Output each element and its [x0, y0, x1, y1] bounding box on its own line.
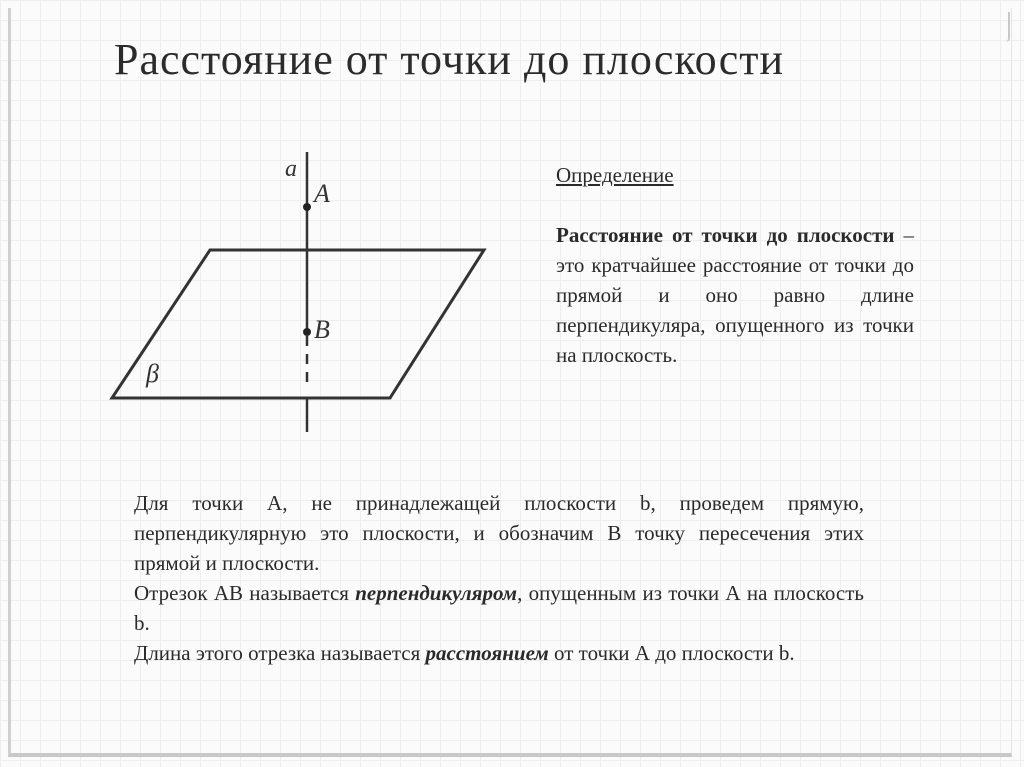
paragraph-3-before: Длина этого отрезка называется: [134, 641, 426, 665]
explanation-text: [134, 488, 864, 668]
point-a-label: A: [314, 179, 330, 208]
plane-diagram: [100, 150, 500, 445]
term-perpendicular: перпендикуляром: [355, 581, 518, 605]
definition-block: [556, 160, 914, 370]
plane-label: β: [146, 359, 159, 388]
paragraph-3: [134, 638, 864, 668]
paragraph-1: Для точки А, не принадлежащей плоскости b, проведем прямую, перпендикулярную это плоскости, и обозначим В точку пересечения этих прямой и плоскости.: [134, 491, 864, 575]
point-a: [303, 203, 311, 211]
paragraph-2-before: Отрезок АВ называется: [134, 581, 356, 605]
plane-beta: [112, 250, 484, 398]
point-b-label: B: [314, 315, 330, 344]
paragraph-2: [134, 578, 864, 638]
paragraph-2-after: , опущенным из точки А на плоскость b.: [134, 581, 864, 635]
term-distance: расстоянием: [425, 641, 549, 665]
paragraph-3-after: от точки А до плоскости b.: [548, 641, 795, 665]
definition-rest: – это кратчайшее расстояние от точки до прямой и оно равно длине перпендикуляра, опущенного из точки на плоскость.: [556, 223, 915, 367]
definition-term: Расстояние от точки до плоскости: [556, 223, 895, 247]
page-title: Расстояние от точки до плоскости: [114, 35, 784, 84]
definition-text: [556, 220, 914, 370]
point-b: [303, 328, 311, 336]
slide-corner-decoration: [1002, 12, 1010, 42]
definition-heading: Определение: [556, 163, 674, 187]
line-a-label: a: [285, 156, 297, 182]
